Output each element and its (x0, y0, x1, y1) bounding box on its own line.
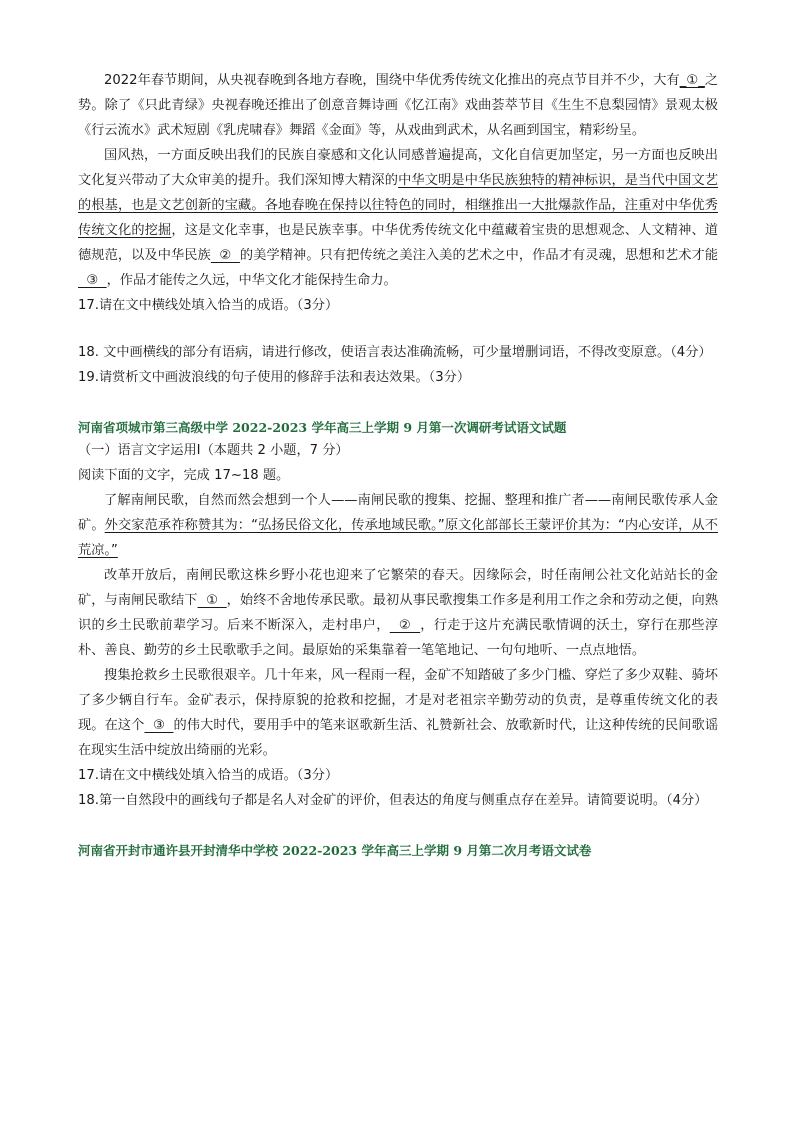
question-18: 18. 文中画横线的部分有语病，请进行修改，使语言表达准确流畅，可少量增删词语，不得改变原意。（4分） (78, 345, 712, 360)
question-17: 17.请在文中横线处填入恰当的成语。（3分） (78, 768, 339, 783)
spacer (78, 390, 718, 418)
text-run: 搜集抢救乡土民歌很艰辛。几十年来，风一程雨一程，金矿不知踏破了多少门槛、穿烂了多少双鞋、骑坏了多少辆自行车。金矿表示，保持原貌的抢救和挖掘，才是对老祖宗辛勤劳动的负责，是尊重传统文化的表现。在这个 (78, 668, 718, 733)
text-run: ，行走于这片充满民歌情调的沃土，穿行在那些淳朴、善良、勤劳的乡土民歌歌手之间。最原始的采集靠着一笔笔地记、一句句地听、一点点地悟。 (78, 618, 719, 658)
question-19: 19.请赏析文中画波浪线的句子使用的修辞手法和表达效果。（3分） (78, 370, 471, 385)
text-run: 了解南闸民歌，自然而然会想到一个人——南闸民歌的搜集、挖掘、整理和推广者——南闸民歌传承人金矿。 (78, 493, 718, 533)
section-heading-xiangcheng: 河南省项城市第三高级中学 2022-2023 学年高三上学期 9 月第一次调研考试语文试题 (78, 420, 567, 435)
underlined-quotes: 外交家范承祚称赞其为：“弘扬民俗文化，传承地域民歌。”原文化部部长王蒙评价其为：“内心安详，从不荒凉。” (78, 518, 718, 558)
blank-3: ③ (78, 273, 107, 288)
blank-1: _①_ (679, 73, 705, 88)
text-run: ，这是文化幸事，也是民族幸事。中华优秀传统文化中蕴藏着宝贵的思想观念、人文精神、道德规范，以及中华民族 (78, 223, 719, 263)
underlined-sentence: 中华文明是中华民族独特的精神标识，是当代中国文艺的根基，也是文艺创新的宝藏。各地春晚在保持以往特色的同时，相继推出一大批爆款作品，注重对中华优秀传统文化的挖掘 (78, 173, 719, 238)
section-subtitle: （一）语言文字运用Ⅰ（本题共 2 小题，7 分） (78, 443, 349, 458)
passage2-paragraph1 (78, 488, 718, 563)
text-run: 改革开放后，南闸民歌这株乡野小花也迎来了它繁荣的春天。因缘际会，时任南闸公社文化站站长的金矿，与南闸民歌结下 (78, 568, 718, 608)
text-run: 的伟大时代，要用手中的笔来讴歌新生活、礼赞新社会、放歌新时代，让这种传统的民间歌谣在现实生活中绽放出绮丽的光彩。 (78, 718, 719, 758)
question-18: 18.第一自然段中的画线句子都是名人对金矿的评价，但表达的角度与侧重点存在差异。请简要说明。（4分） (78, 793, 708, 808)
text-run: 国风热，一方面反映出我们的民族自豪感和文化认同感普遍提高，文化自信更加坚定，另一方面也反映出文化复兴带动了大众审美的提升。我们深知博大精深的 (78, 148, 718, 188)
passage1-paragraph2 (78, 143, 718, 293)
section-heading-kaifeng: 河南省开封市通许县开封清华中学校 2022-2023 学年高三上学期 9 月第二次月考语文试卷 (78, 843, 592, 858)
question-17: 17.请在文中横线处填入恰当的成语。（3分） (78, 298, 339, 313)
blank-2: ② (389, 618, 421, 633)
text-run: 2022年春节期间，从央视春晚到各地方春晚，围绕中华优秀传统文化推出的亮点节目并不少，大有 (104, 73, 680, 88)
instruction: 阅读下面的文字，完成 17~18 题。 (78, 468, 290, 483)
blank-2: ② (210, 248, 240, 263)
text-run: 之势。除了《只此青绿》央视春晚还推出了创意音舞诗画《忆江南》戏曲荟萃节目《生生不息梨园情》景观太极《行云流水》武术短剧《乳虎啸春》舞蹈《金面》等，从戏曲到武术，从名画到国宝，精彩纷呈。 (78, 73, 719, 138)
text-run: 的美学精神。只有把传统之美注入美的艺术之中，作品才有灵魂，思想和艺术才能 (239, 248, 719, 263)
spacer (78, 318, 718, 340)
text-run: ，始终不舍地传承民歌。最初从事民歌搜集工作多是利用工作之余和劳动之便，向熟识的乡土民歌前辈学习。后来不断深入，走村串户， (78, 593, 719, 633)
blank-3: ③ (144, 718, 174, 733)
spacer (78, 813, 718, 841)
passage2-paragraph2 (78, 563, 718, 663)
passage1-paragraph1 (78, 68, 718, 143)
blank-1: ① (197, 593, 227, 608)
text-run: ，作品才能传之久远，中华文化才能保持生命力。 (106, 273, 397, 288)
passage2-paragraph3 (78, 663, 718, 763)
document-content (78, 68, 718, 861)
